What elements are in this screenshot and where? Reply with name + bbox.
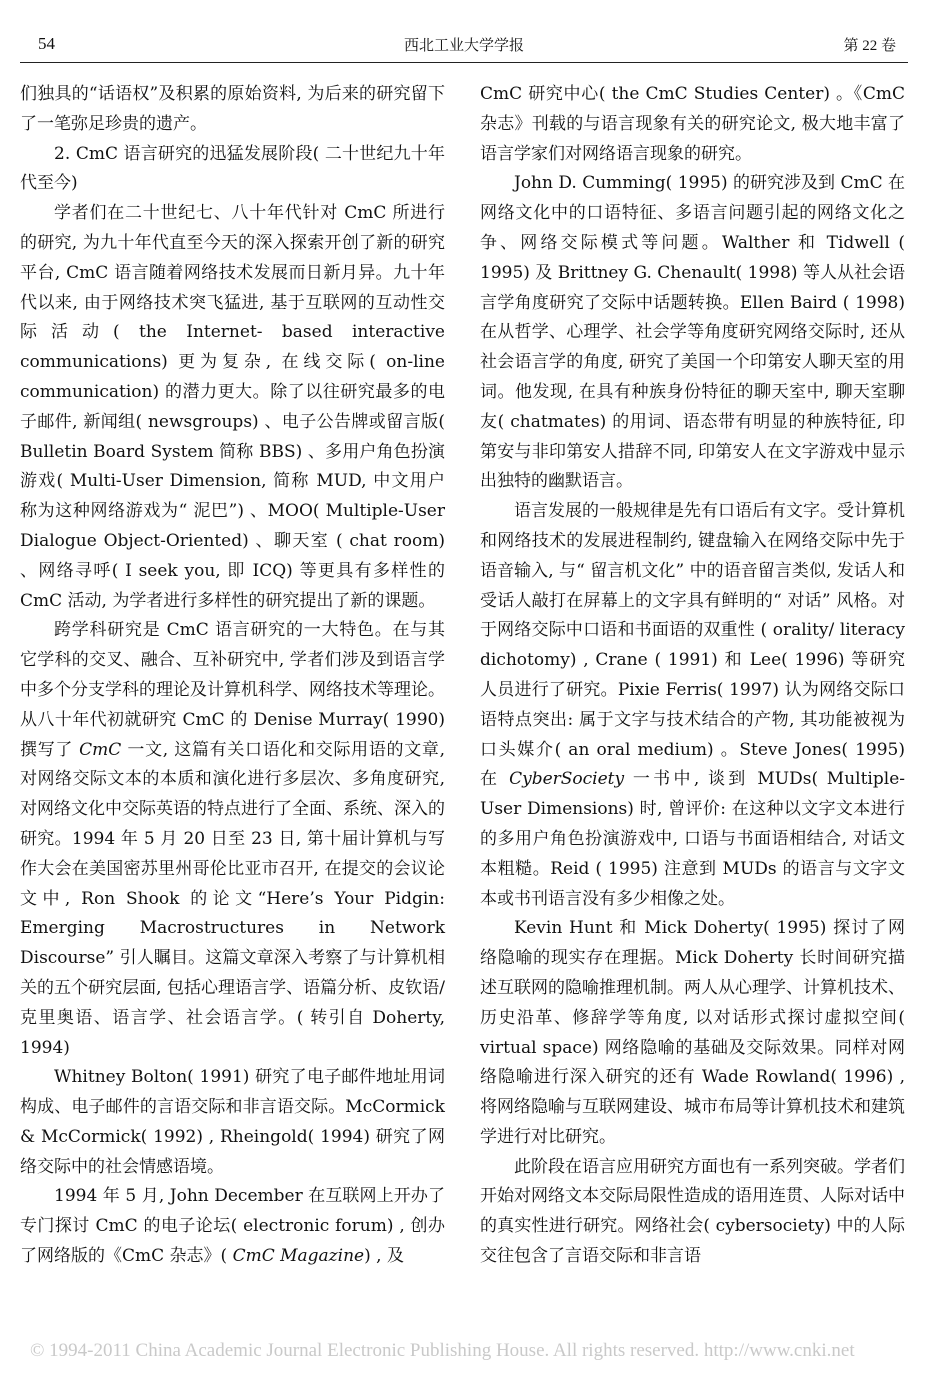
italic-title: CmC [79, 739, 122, 760]
page-header [20, 34, 908, 64]
italic-title: CyberSociety [509, 769, 625, 790]
paragraph [480, 497, 905, 914]
paragraph: Kevin Hunt 和 Mick Doherty( 1995) 探讨了网络隐喻的现实存在理据。Mick Doherty 长时间研究描述互联网的隐喻推理机制。两人从心理学、计算机技术、历史沿革、修辞学等角度, 以对话形式探讨虚拟空间( virtual space) 网络隐喻的基础及交际效果。同样对网络隐喻进行深入研究的还有 Wade Rowland( 1996) , 将网络隐喻与互联网建设、城市布局等计算机技术和建筑学进行对比研究。 [480, 918, 905, 1147]
text-run: 一文, 这篇有关口语化和交际用语的文章, 对网络交际文本的本质和演化进行多层次、多角度研究, 对网络文化中交际英语的特点进行了全面、系统、深入的研究。1994 年 5 月 20 日至 23 日, 第十届计算机与写作大会在美国密苏里州哥伦比亚市召开, 在提交的会议论文中, Ron Shook 的论文“Here’s Your Pidgin: Emerging Macrostructures in Network Discourse” 引人瞩目。这篇文章深入考察了与计算机相关的五个研究层面, 包括心理语言学、语篇分析、皮钦语/ 克里奥语、语言学、社会语言学。( 转引自 Doherty, 1994) [20, 739, 446, 1058]
text-run: 一书中, 谈到 MUDs( Multiple-User Dimensions) 时, 曾评价: 在这种以文字文本进行的多用户角色扮演游戏中, 口语与书面语相结合, 对话文本粗糙。Reid ( 1995) 注意到 MUDs 的语言与文字文本或书刊语言没有多少相像之处。 [480, 769, 905, 909]
paragraph [20, 616, 445, 1063]
paragraph-continuation: CmC 研究中心( the CmC Studies Center) 。《CmC 杂志》刊载的与语言现象有关的研究论文, 极大地丰富了语言学家们对网络语言现象的研究。 [480, 84, 905, 164]
volume-label: 第 22 卷 [843, 38, 896, 54]
paragraph [20, 1182, 445, 1271]
text-run: 1994 年 5 月, John December 在互联网上开办了专门探讨 CmC 的电子论坛( electronic forum) , 创办了网络版的《CmC 杂志》( [20, 1186, 445, 1267]
header-divider [20, 62, 908, 63]
paragraph: 此阶段在语言应用研究方面也有一系列突破。学者们开始对网络文本交际局限性造成的语用连贯、人际对话中的真实性进行研究。网络社会( cybersociety) 中的人际交往包含了言语交际和非言语 [480, 1156, 905, 1267]
text-run: 跨学科研究是 CmC 语言研究的一大特色。在与其它学科的交叉、融合、互补研究中, 学者们涉及到语言学中多个分支学科的理论及计算机科学、网络技术等理论。从八十年代初就研究 CmC 的 Denise Murray( 1990) 撰写了 [20, 620, 445, 760]
text-run: ) , 及 [364, 1246, 404, 1267]
italic-title: CmC Magazine [232, 1246, 365, 1267]
journal-title: 西北工业大学学报 [403, 38, 524, 54]
paragraph: John D. Cumming( 1995) 的研究涉及到 CmC 在网络文化中的口语特征、多语言问题引起的网络文化之争、网络交际模式等问题。Walther 和 Tidwell ( 1995) 及 Brittney G. Chenault( 1998) 等人从社会语言学角度研究了交际中话题转换。Ellen Baird ( 1998) 在从哲学、心理学、社会学等角度研究网络交际时, 还从社会语言学的角度, 研究了美国一个印第安人聊天室的用词。他发现, 在具有种族身份特征的聊天室中, 聊天室聊友( chatmates) 的用词、语态带有明显的种族特征, 印第安与非印第安人措辞不同, 印第安人在文字游戏中显示出独特的幽默语言。 [480, 173, 905, 492]
copyright-watermark: © 1994-2011 China Academic Journal Electronic Publishing House. All rights reserved. http://www.cnki.net [30, 1340, 855, 1361]
paragraph: 学者们在二十世纪七、八十年代针对 CmC 所进行的研究, 为九十年代直至今天的深入探索开创了新的研究平台, CmC 语言随着网络技术发展而日新月异。九十年代以来, 由于网络技术突飞猛进, 基于互联网的互动性交际活动( the Internet- based interactive communications) 更为复杂, 在线交际( on-line communication) 的潜力更大。除了以往研究最多的电子邮件, 新闻组( newsgroups) 、电子公告牌或留言版( Bulletin Board System 简称 BBS) 、多用户角色扮演游戏( Multi-User Dimension, 简称 MUD, 中文用户称为这种网络游戏为“ 泥巴”) 、MOO( Multiple-User Dialogue Object-Oriented) 、聊天室 ( chat room) 、网络寻呼( I seek you, 即 ICQ) 等更具有多样性的 CmC 活动, 为学者进行多样性的研究提出了新的课题。 [20, 203, 445, 611]
right-column [480, 80, 905, 1272]
section-heading: 2. CmC 语言研究的迅猛发展阶段( 二十世纪九十年代至今) [20, 143, 445, 194]
paragraph: Whitney Bolton( 1991) 研究了电子邮件地址用词构成、电子邮件的言语交际和非言语交际。McCormick & McCormick( 1992) , Rheingold( 1994) 研究了网络交际中的社会情感语境。 [20, 1067, 445, 1177]
text-run: 语言发展的一般规律是先有口语后有文字。受计算机和网络技术的发展进程制约, 键盘输入在网络交际中先于语音输入, 与“ 留言机文化” 中的语音留言类似, 发话人和受话人敲打在屏幕上的文字具有鲜明的“ 对话” 风格。对于网络交际中口语和书面语的双重性 ( orality/ literacy dichotomy) , Crane ( 1991) 和 Lee( 1996) 等研究人员进行了研究。Pixie Ferris( 1997) 认为网络交际口语特点突出: 属于文字与技术结合的产物, 其功能被视为口头媒介( an oral medium) 。Steve Jones( 1995) 在 [480, 501, 905, 790]
left-column [20, 80, 445, 1272]
page-number: 54 [38, 34, 55, 53]
paragraph-continuation: 们独具的“话语权”及积累的原始资料, 为后来的研究留下了一笔弥足珍贵的遗产。 [20, 84, 445, 134]
